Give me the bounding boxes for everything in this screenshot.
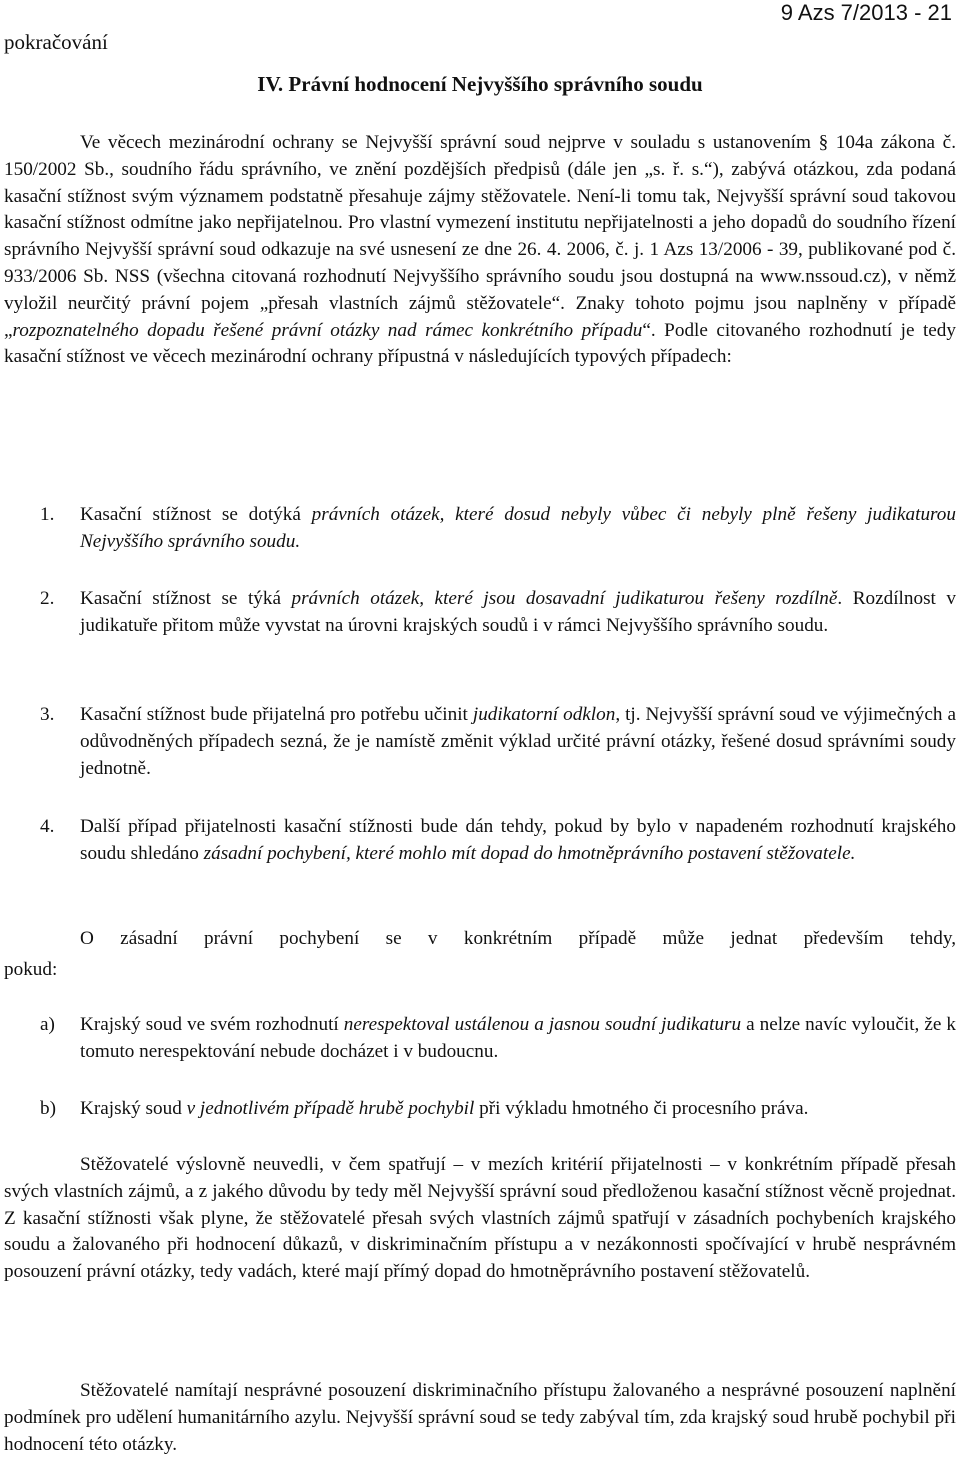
list-item-text-plain-end: , tj. Nejvyšší správní soud ve výjimečných a odůvodněných případech sezná, že je namístě změnit výklad určité právní otázky, řešené dosud správními soudy jednotně. (80, 704, 956, 779)
list-item-text-italic: právních otázek, které jsou dosavadní judikaturou řešeny rozdílně (291, 588, 838, 609)
sub-item-text (80, 1096, 956, 1123)
paragraph-pochybeni-line1: O zásadní právní pochybení se v konkrétním případě může jednat především tehdy, (80, 928, 956, 949)
list-item-number: 3. (40, 704, 55, 725)
list-item-text-italic: judikatorní odklon (472, 704, 616, 725)
paragraph-neuvedli: Stěžovatelé výslovně neuvedli, v čem spatřují – v mezích kritérií přijatelnosti – v konkrétním případě přesah svých vlastních zájmů, a z jakého důvodu by tedy měl Nejvyšší správní soud předloženou kasační stížnost věcně projednat. Z kasační stížnosti však plyne, že stěžovatelé přesah svých vlastních zájmů spatřují v zásadních pochybeních krajského soudu a žalovaného při hodnocení důkazů, v diskriminačním přístupu a v nezákonnosti spočívající v hrubě nesprávném posouzení právní otázky, tedy vadách, které mají přímý dopad do hmotněprávního postavení stěžovatelů. (4, 1154, 956, 1283)
paragraph-namitaji: Stěžovatelé namítají nesprávné posouzení diskriminačního přístupu žalovaného a nesprávné posouzení naplnění podmínek pro udělení humanitárního azylu. Nejvyšší správní soud se tedy zabýval tím, zda krajský soud hrubě pochybil při hodnocení této otázky. (4, 1380, 956, 1455)
list-item-text (80, 702, 956, 782)
list-item-text-plain-end: . Rozdílnost v judikatuře přitom může vyvstat na úrovni krajských soudů i v rámci Nejvyššího správního soudu. (80, 588, 956, 636)
sub-item-text-plain: Krajský soud (80, 1098, 187, 1119)
list-item-text-italic: právních otázek, které dosud nebyly vůbec či nebyly plně řešeny judikaturou Nejvyššího správního soudu. (80, 504, 956, 552)
list-item-text (80, 586, 956, 640)
continuation-label: pokračování (4, 30, 108, 54)
list-item-number: 2. (40, 588, 55, 609)
paragraph-intro (4, 130, 956, 371)
list-item-number: 4. (40, 816, 55, 837)
case-reference: 9 Azs 7/2013 - 21 (780, 0, 952, 25)
sub-item-text-plain: Krajský soud ve svém rozhodnutí (80, 1014, 344, 1035)
sub-item-text-italic: nerespektoval ustálenou a jasnou soudní judikaturu (343, 1014, 742, 1035)
section-heading: IV. Právní hodnocení Nejvyššího správního soudu (257, 72, 703, 96)
paragraph-pochybeni (4, 926, 956, 984)
sub-item-text (80, 1012, 956, 1066)
list-item-text-plain: Kasační stížnost bude přijatelná pro potřebu učinit (80, 704, 473, 725)
paragraph-intro-italic: rozpoznatelného dopadu řešené právní otázky nad rámec konkrétního případu (12, 319, 643, 341)
paragraph-intro-text-end: “. Podle citovaného rozhodnutí je tedy kasační stížnost ve věcech mezinárodní ochrany přípustná v následujících typových případech: (4, 319, 956, 368)
sub-item-text-italic: v jednotlivém případě hrubě pochybil (186, 1098, 475, 1119)
sub-item-text-plain-end: při výkladu hmotného či procesního práva. (474, 1098, 809, 1119)
list-item-text (80, 502, 956, 556)
sub-item-label: b) (40, 1098, 56, 1119)
list-item-text-plain: Další případ přijatelnosti kasační stížnosti bude dán tehdy, pokud by bylo v napadeném rozhodnutí krajského soudu shledáno (80, 816, 956, 864)
list-item-text-plain: Kasační stížnost se týká (80, 588, 292, 609)
sub-item-text-plain-end: a nelze navíc vyloučit, že k tomuto nerespektování nebude docházet i v budoucnu. (80, 1014, 956, 1062)
list-item-text-plain: Kasační stížnost se dotýká (80, 504, 312, 525)
sub-item-label: a) (40, 1014, 55, 1035)
paragraph-pochybeni-line2: pokud: (4, 958, 58, 980)
list-item-number: 1. (40, 504, 55, 525)
paragraph-intro-text: Ve věcech mezinárodní ochrany se Nejvyšší správní soud nejprve v souladu s ustanovením § 104a zákona č. 150/2002 Sb., soudního řádu správního, ve znění pozdějších předpisů (dále jen „s. ř. s.“), zabývá otázkou, zda podaná kasační stížnost svým významem podstatně přesahuje zájmy stěžovatele. Není-li tomu tak, Nejvyšší správní soud takovou kasační stížnost odmítne jako nepřijatelnou. Pro vlastní vymezení institutu nepřijatelnosti a jeho dopadů do soudního řízení správního Nejvyšší správní soud odkazuje na své usnesení ze dne 26. 4. 2006, č. j. 1 Azs 13/2006 - 39, publikované pod č. 933/2006 Sb. NSS (všechna citovaná rozhodnutí Nejvyššího správního soudu jsou dostupná na www.nssoud.cz), v němž vyložil neurčitý právní pojem „přesah vlastních zájmů stěžovatele“. Znaky tohoto pojmu jsou naplněny v případě „ (4, 132, 956, 341)
list-item-text (80, 814, 956, 868)
list-item-text-italic: zásadní pochybení, které mohlo mít dopad do hmotněprávního postavení stěžovatele. (203, 842, 856, 864)
